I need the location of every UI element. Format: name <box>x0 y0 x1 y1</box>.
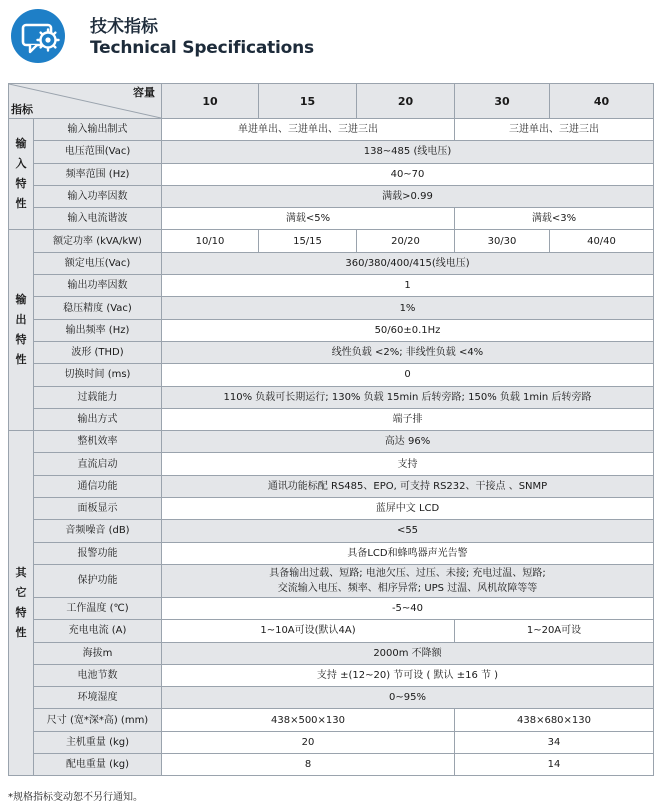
row-label: 通信功能 <box>34 475 162 497</box>
page-header <box>10 8 650 64</box>
row-label: 额定功率 (kVA/kW) <box>34 230 162 252</box>
corner-label-capacity: 容量 <box>133 86 155 99</box>
capacity-header: 30 <box>455 84 550 119</box>
row-value: 1~10A可设(默认4A) <box>162 620 455 642</box>
table-row <box>9 141 654 163</box>
row-value: 438×680×130 <box>455 709 654 731</box>
table-row <box>9 564 654 597</box>
table-row <box>9 687 654 709</box>
gear-settings-icon <box>10 8 66 64</box>
row-value: 1~20A可设 <box>455 620 654 642</box>
row-label: 电池节数 <box>34 664 162 686</box>
row-label: 音频噪音 (dB) <box>34 520 162 542</box>
row-value: 138~485 (线电压) <box>162 141 654 163</box>
row-label: 保护功能 <box>34 564 162 597</box>
footnote: *规格指标变动恕不另行通知。 <box>8 792 143 803</box>
table-row <box>9 664 654 686</box>
row-value: 0 <box>162 364 654 386</box>
row-value: 20/20 <box>357 230 455 252</box>
row-value: 14 <box>455 754 654 776</box>
table-row <box>9 386 654 408</box>
table-row <box>9 364 654 386</box>
row-value: 1% <box>162 297 654 319</box>
table-row <box>9 542 654 564</box>
row-value: 8 <box>162 754 455 776</box>
row-value: 高达 96% <box>162 431 654 453</box>
table-row <box>9 297 654 319</box>
row-value: 15/15 <box>259 230 357 252</box>
row-value: 360/380/400/415(线电压) <box>162 252 654 274</box>
capacity-header: 40 <box>550 84 654 119</box>
row-value: <55 <box>162 520 654 542</box>
row-label: 切换时间 (ms) <box>34 364 162 386</box>
row-label: 过载能力 <box>34 386 162 408</box>
row-value: 单进单出、三进单出、三进三出 <box>162 119 455 141</box>
row-label: 尺寸 (宽*深*高) (mm) <box>34 709 162 731</box>
row-label: 波形 (THD) <box>34 341 162 363</box>
table-row <box>9 709 654 731</box>
corner-label-spec: 指标 <box>11 103 33 116</box>
protect-line-2: 交流输入电压、频率、相序异常; UPS 过温、风机故障等等 <box>277 582 538 594</box>
row-label: 输入电流谐波 <box>34 208 162 230</box>
row-value: 2000m 不降额 <box>162 642 654 664</box>
row-value: 50/60±0.1Hz <box>162 319 654 341</box>
row-value: 0~95% <box>162 687 654 709</box>
category-other: 其它特性 <box>9 431 34 776</box>
row-label: 频率范围 (Hz) <box>34 163 162 185</box>
table-row <box>9 597 654 619</box>
row-label: 报警功能 <box>34 542 162 564</box>
row-label: 面板显示 <box>34 498 162 520</box>
row-label: 整机效率 <box>34 431 162 453</box>
table-row <box>9 163 654 185</box>
table-row <box>9 642 654 664</box>
capacity-header: 20 <box>357 84 455 119</box>
row-label: 充电电流 (A) <box>34 620 162 642</box>
row-value: 110% 负载可长期运行; 130% 负载 15min 后转旁路; 150% 负载 1min 后转旁路 <box>162 386 654 408</box>
row-value: 40~70 <box>162 163 654 185</box>
capacity-header: 10 <box>162 84 259 119</box>
row-value: 具备LCD和蜂鸣器声光告警 <box>162 542 654 564</box>
row-label: 输入输出制式 <box>34 119 162 141</box>
row-label: 海拔m <box>34 642 162 664</box>
row-label: 稳压精度 (Vac) <box>34 297 162 319</box>
table-row <box>9 341 654 363</box>
table-row <box>9 319 654 341</box>
capacity-header: 15 <box>259 84 357 119</box>
row-value: 满载>0.99 <box>162 185 654 207</box>
row-value: 三进单出、三进三出 <box>455 119 654 141</box>
table-row <box>9 453 654 475</box>
protect-line-1: 具备输出过载、短路; 电池欠压、过压、未接; 充电过温、短路; <box>269 567 546 579</box>
table-row <box>9 230 654 252</box>
row-label: 直流启动 <box>34 453 162 475</box>
row-label: 输出功率因数 <box>34 275 162 297</box>
table-row <box>9 731 654 753</box>
corner-header-cell <box>9 84 162 119</box>
row-label: 额定电压(Vac) <box>34 252 162 274</box>
row-value: 蓝屏中文 LCD <box>162 498 654 520</box>
row-value: 30/30 <box>455 230 550 252</box>
table-row <box>9 431 654 453</box>
table-row <box>9 252 654 274</box>
table-row <box>9 408 654 430</box>
capacity-header-row <box>9 84 654 119</box>
row-value <box>162 564 654 597</box>
table-row <box>9 208 654 230</box>
table-row <box>9 754 654 776</box>
row-value: 通讯功能标配 RS485、EPO, 可支持 RS232、干接点 、SNMP <box>162 475 654 497</box>
row-label: 电压范围(Vac) <box>34 141 162 163</box>
table-row <box>9 119 654 141</box>
page-title-cn: 技术指标 <box>90 17 158 37</box>
row-value: 支持 <box>162 453 654 475</box>
row-value: 10/10 <box>162 230 259 252</box>
row-value: 线性负载 <2%; 非线性负载 <4% <box>162 341 654 363</box>
category-output: 输出特性 <box>9 230 34 431</box>
row-value: 438×500×130 <box>162 709 455 731</box>
category-input: 输入特性 <box>9 119 34 230</box>
table-row <box>9 275 654 297</box>
row-label: 工作温度 (℃) <box>34 597 162 619</box>
row-value: 满载<3% <box>455 208 654 230</box>
row-value: 34 <box>455 731 654 753</box>
table-row <box>9 498 654 520</box>
row-value: 端子排 <box>162 408 654 430</box>
row-label: 环境湿度 <box>34 687 162 709</box>
row-value: 40/40 <box>550 230 654 252</box>
row-value: 支持 ±(12~20) 节可设 ( 默认 ±16 节 ) <box>162 664 654 686</box>
row-value: 1 <box>162 275 654 297</box>
row-label: 输出频率 (Hz) <box>34 319 162 341</box>
page-title-en: Technical Specifications <box>90 38 314 58</box>
row-label: 输出方式 <box>34 408 162 430</box>
table-row <box>9 475 654 497</box>
row-label: 配电重量 (kg) <box>34 754 162 776</box>
row-value: -5~40 <box>162 597 654 619</box>
table-row <box>9 520 654 542</box>
table-row <box>9 620 654 642</box>
row-value: 20 <box>162 731 455 753</box>
row-value: 满载<5% <box>162 208 455 230</box>
table-row <box>9 185 654 207</box>
row-label: 输入功率因数 <box>34 185 162 207</box>
spec-table <box>8 83 654 776</box>
row-label: 主机重量 (kg) <box>34 731 162 753</box>
